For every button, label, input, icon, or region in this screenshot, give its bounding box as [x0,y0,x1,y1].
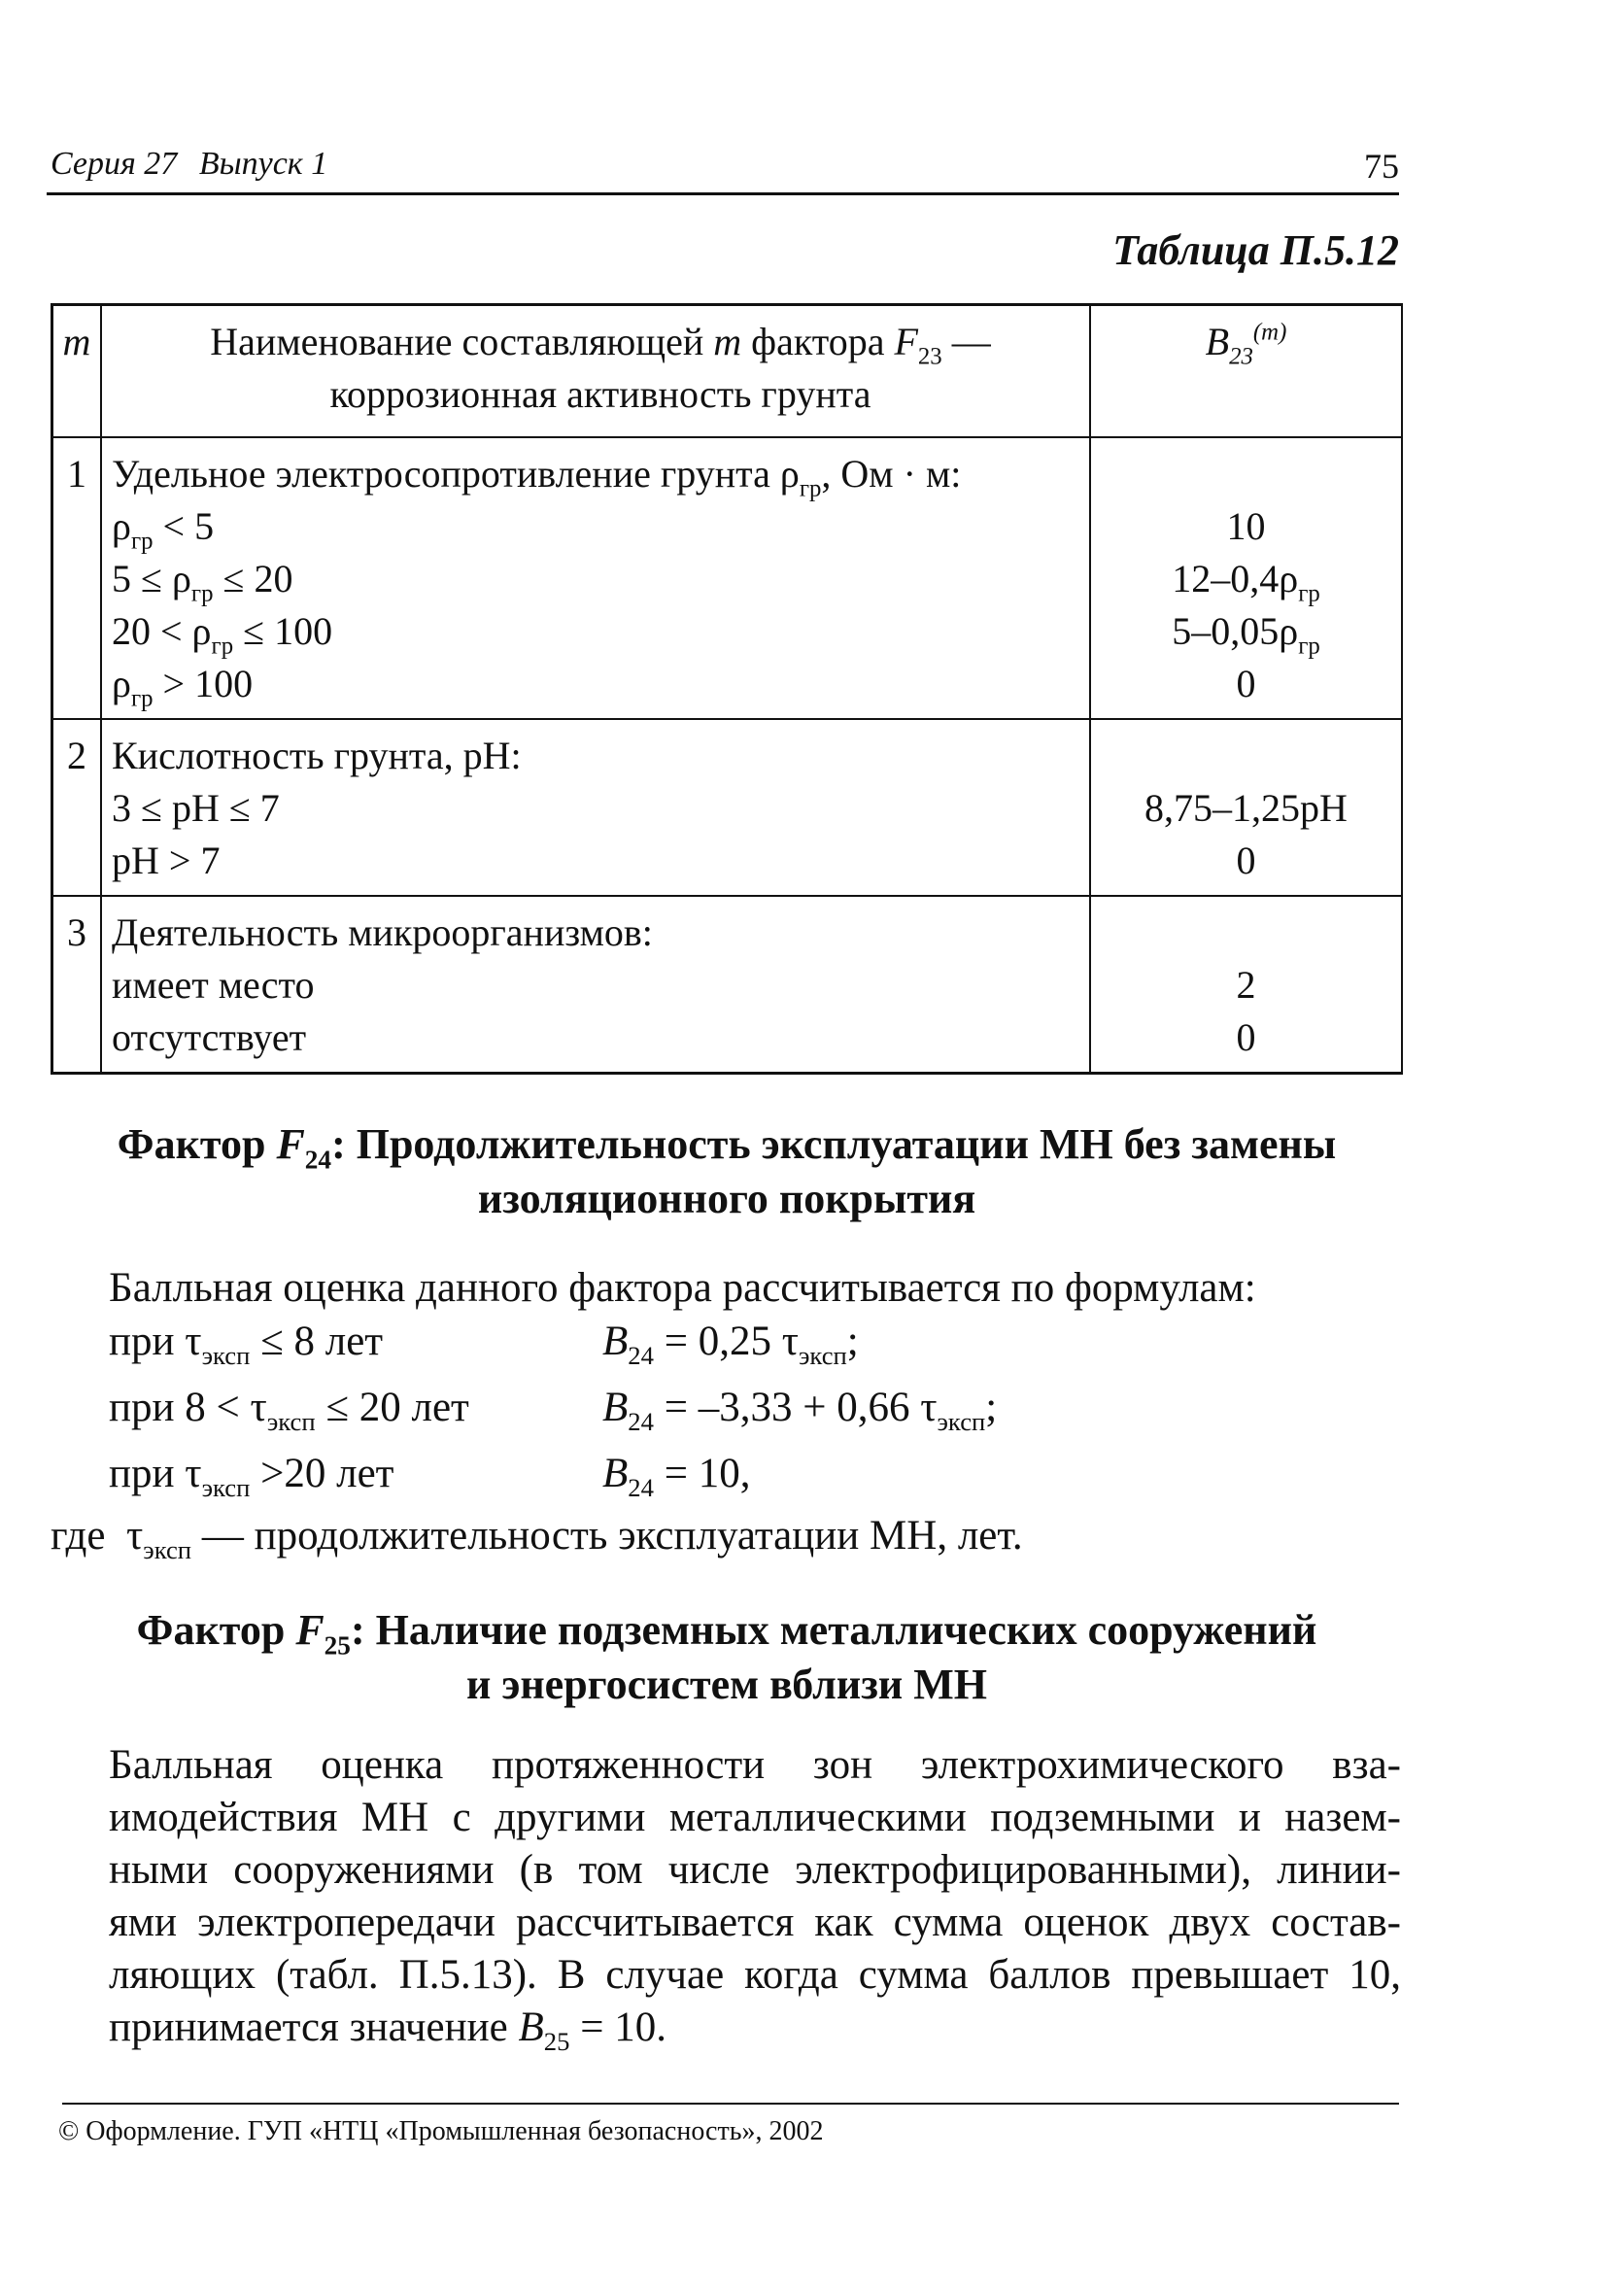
row-line: $20 < \rho_{гр} \le 100$ [112,609,333,660]
row-value: 0 [1236,839,1256,882]
row-m: 1 [52,437,102,719]
table-row [52,437,1403,719]
factor-table [51,303,1403,1075]
formula: $B_{24} = 10$, [602,1451,751,1503]
heading-line: Фактор $F_{25}$: Наличие подземных металлических сооружений [136,1606,1317,1661]
row-description [101,437,1090,719]
row-description [101,719,1090,896]
table-header-row [52,305,1403,438]
row-line: отсутствует [112,1015,307,1059]
paragraph-line: ными сооружениями (в том числе электрофицированными), линии- [109,1847,1401,1893]
row-values [1090,437,1402,719]
row-line: $5 \le \rho_{гр} \le 20$ [112,557,293,607]
header-name-line1: Наименование составляющей m фактора $F_{23}$ — [210,320,991,370]
paragraph-line: имодействия МН с другими металлическими подземными и назем- [109,1795,1401,1840]
issue-label: Выпуск 1 [198,146,328,182]
row-value [1091,730,1401,782]
formula: $B_{24} = 0,25$ $\tau_{эксп}$; [602,1319,859,1371]
header-divider [47,192,1399,195]
table-caption: Таблица П.5.12 [1112,226,1399,274]
row-m: 3 [52,896,102,1074]
section-heading-f25 [51,1603,1403,1712]
formula-condition: при $8 < \tau_{эксп} \le 20$ лет [109,1385,469,1437]
paragraph-line: ями электропередачи рассчитывается как сумма оценок двух состав- [109,1900,1401,1945]
paragraph-line: принимается значение $B_{25} = 10$. [109,2005,666,2057]
header-name-line2: коррозионная активность грунта [329,372,871,416]
row-value [1091,907,1401,959]
heading-line: изоляционного покрытия [477,1175,976,1222]
row-line: Удельное электросопротивление грунта $\rho_{гр}$, Ом · м: [112,452,962,502]
row-line: Кислотность грунта, pH: [112,734,522,777]
footer-divider [62,2103,1399,2105]
heading-line: Фактор $F_{24}$: Продолжительность эксплуатации МН без замены [117,1120,1337,1175]
section-heading-f24 [51,1117,1403,1226]
row-value: 10 [1226,504,1266,548]
row-line: Деятельность микроорганизмов: [112,910,653,954]
paragraph-line: Балльная оценка протяженности зон электрохимического вза- [109,1742,1401,1788]
row-values [1090,896,1402,1074]
running-header [51,146,341,183]
formula-condition: при $\tau_{эксп} >20$ лет [109,1451,394,1503]
paragraph-line: ляющих (табл. П.5.13). В случае когда сумма баллов превышает 10, [109,1952,1401,1998]
row-line: $\rho_{гр} < 5$ [112,504,215,555]
row-line: 3 ≤ pH ≤ 7 [112,786,280,830]
row-value: 2 [1236,963,1256,1007]
row-line: имеет место [112,963,315,1007]
row-values [1090,719,1402,896]
intro-paragraph: Балльная оценка данного фактора рассчитывается по формулам: [109,1265,1256,1311]
series-label: Серия 27 [51,146,178,182]
footer-copyright: © Оформление. ГУП «НТЦ «Промышленная безопасность», 2002 [58,2116,824,2146]
row-value: $5-0,05\rho_{гр}$ [1172,609,1320,660]
formula: $B_{24} = -3,33 + 0,66$ $\tau_{эксп}$; [602,1385,998,1437]
row-value: 0 [1236,1015,1256,1059]
header-value: $B_{23}^{(m)}$ [1090,305,1402,438]
row-value: 8,75–1,25pH [1144,786,1348,830]
header-name [101,305,1090,438]
formula-condition: при $\tau_{эксп} \le 8$ лет [109,1319,384,1371]
row-m: 2 [52,719,102,896]
header-m-symbol: m [62,320,91,363]
row-value: $12-0,4\rho_{гр}$ [1172,557,1320,607]
where-clause: где $\tau_{эксп}$ — продолжительность эксплуатации МН, лет. [51,1513,1023,1565]
page-number: 75 [1364,147,1399,186]
row-value: 0 [1236,662,1256,705]
heading-line: и энергосистем вблизи МН [465,1661,988,1708]
row-description [101,896,1090,1074]
row-line: $\rho_{гр} > 100$ [112,662,254,712]
body-paragraph [109,1739,1401,2057]
row-value [1091,448,1401,500]
table-row [52,896,1403,1074]
row-line: pH > 7 [112,839,221,882]
header-m [52,305,102,438]
table-row [52,719,1403,896]
